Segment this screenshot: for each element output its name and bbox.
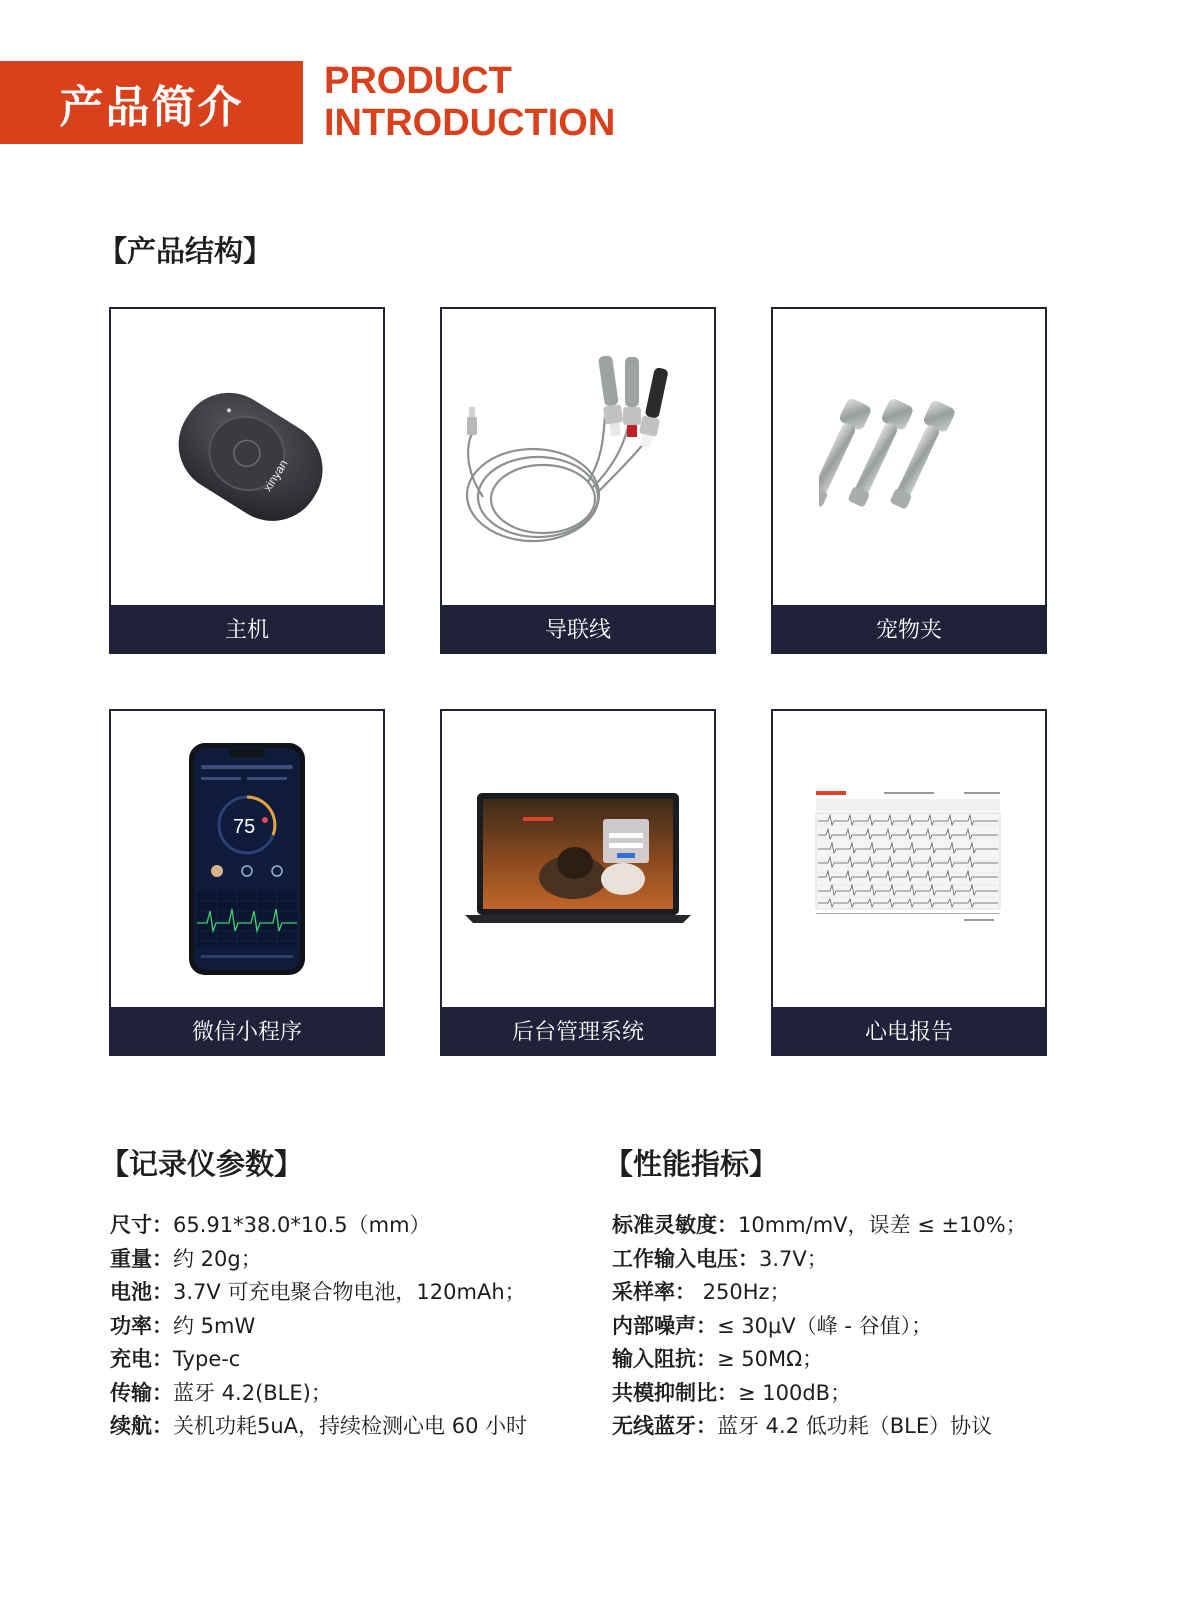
param-value: 约 5mW <box>173 1313 256 1338</box>
param-key: 标准灵敏度： <box>612 1213 738 1237</box>
param-key: 采样率： <box>612 1280 696 1304</box>
phone-heart-rate: 75 <box>233 816 256 838</box>
caption-host: 主机 <box>111 605 383 652</box>
device-icon <box>111 309 383 605</box>
device-brand: xinyan <box>260 457 291 494</box>
performance-row <box>612 1310 1027 1344</box>
caption-pet-clip: 宠物夹 <box>773 605 1045 652</box>
performance-params <box>612 1209 1027 1444</box>
performance-row <box>612 1276 1027 1310</box>
pet-clip-icon <box>773 309 1045 605</box>
caption-ecg-report: 心电报告 <box>773 1007 1045 1054</box>
param-key: 输入阻抗： <box>612 1347 717 1371</box>
param-key: 内部噪声： <box>612 1313 717 1338</box>
param-key: 重量： <box>110 1246 173 1271</box>
recorder-title: 【记录仪参数】 <box>100 1147 304 1181</box>
recorder-row <box>110 1310 527 1344</box>
header-title-cn: 产品简介 <box>59 81 244 133</box>
structure-title: 【产品结构】 <box>98 234 273 268</box>
caption-admin-system: 后台管理系统 <box>442 1007 714 1054</box>
caption-lead-wire: 导联线 <box>442 605 714 652</box>
param-value: ≤ 30μV（峰 - 谷值）； <box>717 1313 933 1338</box>
performance-row <box>612 1243 1027 1277</box>
param-value: 3.7V 可充电聚合物电池，120mAh； <box>173 1280 526 1304</box>
performance-title: 【性能指标】 <box>604 1147 779 1181</box>
param-value: 关机功耗5uA，持续检测心电 60 小时 <box>173 1414 528 1438</box>
laptop-icon <box>442 711 714 1007</box>
recorder-row <box>110 1243 527 1277</box>
header-title-en <box>324 60 615 144</box>
header-title-en-line2: INTRODUCTION <box>324 102 616 144</box>
product-card-host <box>109 307 385 654</box>
param-key: 传输： <box>110 1380 173 1405</box>
recorder-row <box>110 1209 527 1243</box>
param-value: 65.91*38.0*10.5（mm） <box>173 1213 431 1237</box>
param-value: Type-c <box>173 1347 241 1371</box>
performance-row <box>612 1343 1027 1377</box>
performance-row <box>612 1377 1027 1411</box>
performance-row <box>612 1209 1027 1243</box>
product-card-ecg-report <box>771 709 1047 1056</box>
recorder-row <box>110 1276 527 1310</box>
param-key: 共模抑制比： <box>612 1380 738 1405</box>
param-value: ≥ 100dB； <box>738 1380 852 1405</box>
param-value: 3.7V； <box>759 1246 828 1271</box>
param-value: 250Hz； <box>696 1280 791 1304</box>
param-key: 功率： <box>110 1313 173 1338</box>
product-card-lead-wire <box>440 307 716 654</box>
recorder-row <box>110 1343 527 1377</box>
param-value: 蓝牙 4.2(BLE)； <box>173 1380 332 1405</box>
recorder-row <box>110 1410 527 1444</box>
param-value: 蓝牙 4.2 低功耗（BLE）协议 <box>717 1414 993 1438</box>
product-card-admin-system <box>440 709 716 1056</box>
param-key: 工作输入电压： <box>612 1246 759 1271</box>
recorder-row <box>110 1377 527 1411</box>
header-title-en-line1: PRODUCT <box>324 60 512 102</box>
param-key: 续航： <box>110 1414 173 1438</box>
param-key: 无线蓝牙： <box>612 1414 717 1438</box>
product-card-pet-clip <box>771 307 1047 654</box>
header-banner <box>0 61 303 144</box>
phone-app-icon <box>111 711 383 1007</box>
lead-wire-icon <box>442 309 714 605</box>
param-value: ≥ 50MΩ； <box>717 1347 824 1371</box>
param-key: 电池： <box>110 1280 173 1304</box>
param-key: 尺寸： <box>110 1213 173 1237</box>
param-value: 10mm/mV，误差 ≤ ±10%； <box>738 1213 1027 1237</box>
recorder-params <box>110 1209 527 1444</box>
performance-row <box>612 1410 1027 1444</box>
caption-mini-program: 微信小程序 <box>111 1007 383 1054</box>
param-value: 约 20g； <box>173 1246 262 1271</box>
param-key: 充电： <box>110 1347 173 1371</box>
ecg-report-icon <box>773 711 1045 1007</box>
product-card-mini-program <box>109 709 385 1056</box>
